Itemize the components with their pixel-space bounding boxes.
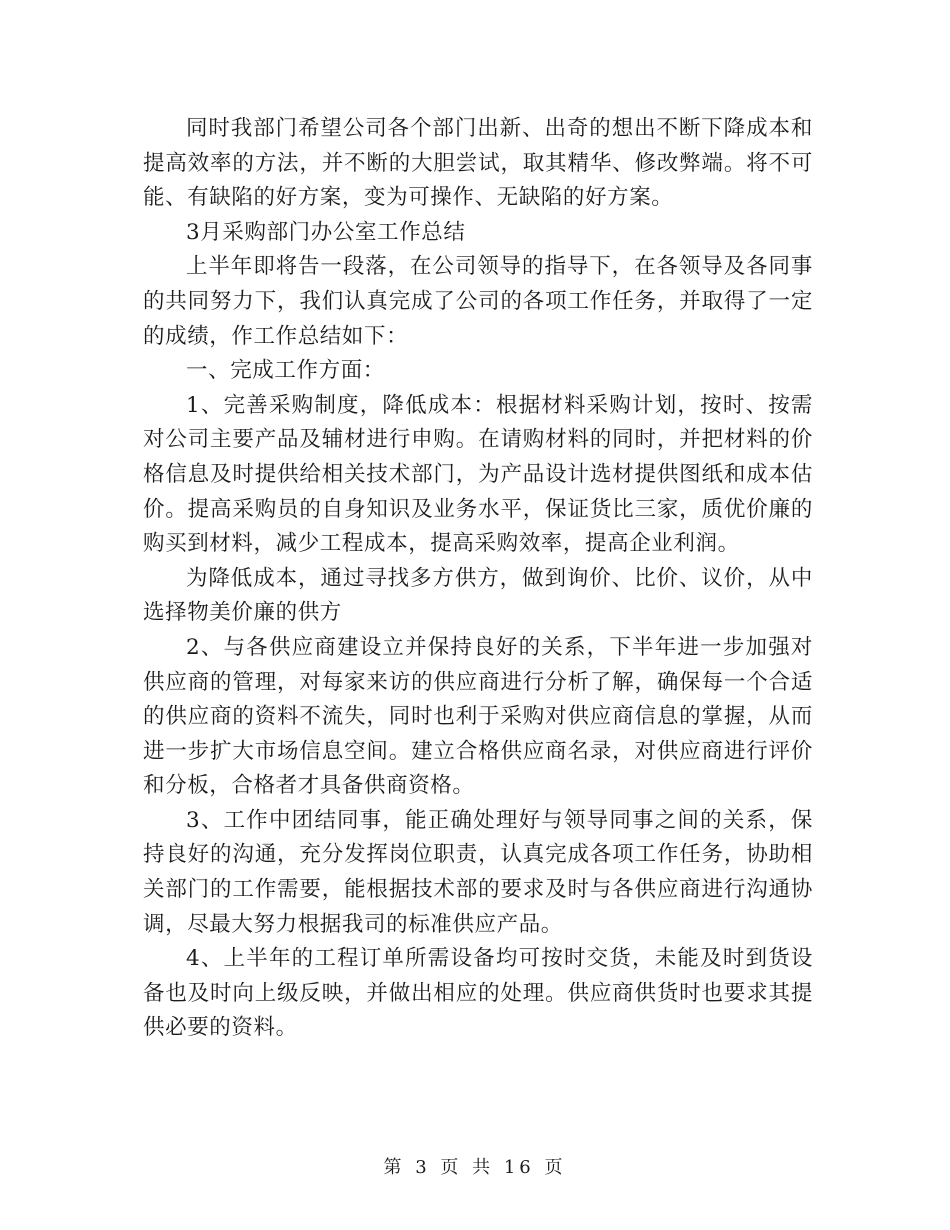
page-number-footer: 第 3 页 共 16 页 <box>383 1157 567 1178</box>
paragraph-item-2: 2、与各供应商建设立并保持良好的关系，下半年进一步加强对供应商的管理，对每家来访的供应商进行分析了解，确保每一个合适的供应商的资料不流失，同时也利于采购对供应商信息的掌握，从而进一步扩大市场信息空间。建立合格供应商名录，对供应商进行评价和分板，合格者才具备供商资格。 <box>143 634 813 799</box>
paragraph-intro: 上半年即将告一段落，在公司领导的指导下，在各领导及各同事的共同努力下，我们认真完成了公司的各项工作任务，并取得了一定的成绩，作工作总结如下： <box>143 254 813 349</box>
section-heading: 3月采购部门办公室工作总结 <box>186 219 466 245</box>
document-body <box>143 112 813 1046</box>
paragraph-subheading: 一、完成工作方面： <box>186 358 385 384</box>
paragraph-item-1: 1、完善采购制度，降低成本：根据材料采购计划，按时、按需对公司主要产品及辅材进行申购。在请购材料的同时，并把材料的价格信息及时提供给相关技术部门，为产品设计选材提供图纸和成本估价。提高采购员的自身知识及业务水平，保证货比三家，质优价廉的购买到材料，减少工程成本，提高采购效率，提高企业利润。 <box>143 392 813 557</box>
paragraph-item-3: 3、工作中团结同事，能正确处理好与领导同事之间的关系，保持良好的沟通，充分发挥岗位职责，认真完成各项工作任务，协助相关部门的工作需要，能根据技术部的要求及时与各供应商进行沟通协调，尽最大努力根据我司的标准供应产品。 <box>143 807 813 937</box>
paragraph-cost-note: 为降低成本，通过寻找多方供方，做到询价、比价、议价，从中选择物美价廉的供方 <box>143 565 813 626</box>
paragraph-cost-reduction-hope: 同时我部门希望公司各个部门出新、出奇的想出不断下降成本和提高效率的方法，并不断的大胆尝试，取其精华、修改弊端。将不可能、有缺陷的好方案，变为可操作、无缺陷的好方案。 <box>143 116 813 211</box>
paragraph-item-4: 4、上半年的工程订单所需设备均可按时交货，未能及时到货设备也及时向上级反映，并做出相应的处理。供应商供货时也要求其提供必要的资料。 <box>143 946 813 1041</box>
